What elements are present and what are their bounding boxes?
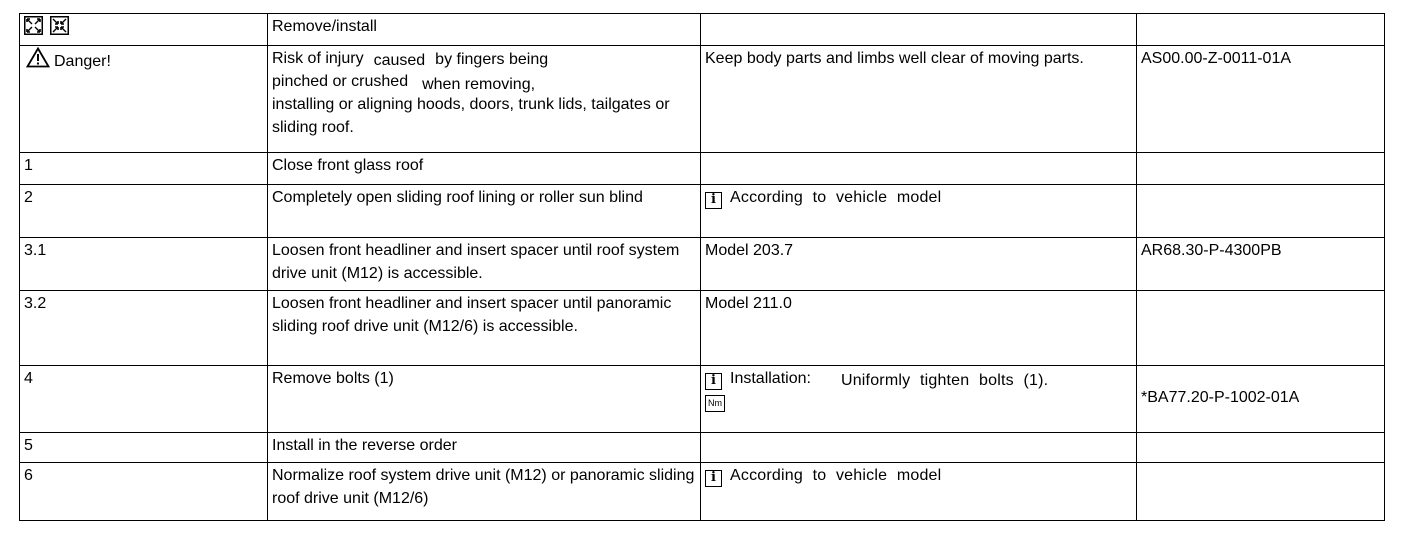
- danger-row: [20, 46, 1385, 153]
- info-icon: i: [705, 192, 722, 209]
- step-number: 1: [20, 153, 268, 185]
- step-text: Loosen front headliner and insert spacer until panoramic sliding roof drive unit (M12/6) is accessible.: [268, 291, 701, 366]
- step-text: Close front glass roof: [268, 153, 701, 185]
- step-note: Uniformly tighten bolts (1).: [840, 372, 1049, 389]
- remove-arrows-icon: [24, 16, 43, 35]
- table-row: [20, 185, 1385, 238]
- step-note: Model 203.7: [701, 238, 1137, 291]
- table-row: [20, 433, 1385, 463]
- step-number: 5: [20, 433, 268, 463]
- warning-triangle-icon: [26, 47, 50, 75]
- info-icon: i: [705, 470, 722, 487]
- step-note: Model 211.0: [701, 291, 1137, 366]
- table-row: [20, 463, 1385, 521]
- danger-ref: AS00.00-Z-0011-01A: [1137, 46, 1385, 153]
- step-note: According to vehicle model: [730, 467, 942, 484]
- step-ref: *BA77.20-P-1002-01A: [1141, 389, 1300, 406]
- step-text: Normalize roof system drive unit (M12) or panoramic sliding roof drive unit (M12/6): [268, 463, 701, 521]
- table-row: [20, 366, 1385, 433]
- step-note: According to vehicle model: [730, 189, 942, 206]
- step-number: 4: [20, 366, 268, 433]
- step-ref: AR68.30-P-4300PB: [1137, 238, 1385, 291]
- step-number: 6: [20, 463, 268, 521]
- danger-measure: Keep body parts and limbs well clear of moving parts.: [701, 46, 1137, 153]
- danger-label: Danger!: [54, 52, 111, 70]
- install-arrows-icon: [50, 16, 69, 35]
- header-row: [20, 14, 1385, 46]
- procedure-table: [19, 13, 1385, 521]
- info-icon: i: [705, 373, 722, 390]
- step-text: Remove bolts (1): [268, 366, 701, 433]
- step-text: Install in the reverse order: [268, 433, 701, 463]
- step-number: 2: [20, 185, 268, 238]
- installation-label: Installation:: [730, 370, 811, 387]
- table-row: [20, 291, 1385, 366]
- step-number: 3.2: [20, 291, 268, 366]
- danger-risk-text: Risk of injury caused by fingers being pinched or crushed when removing, installing or aligning hoods, doors, trunk lids, tailgates or sliding roof.: [268, 46, 701, 153]
- table-row: [20, 153, 1385, 185]
- header-icons-cell: [20, 14, 268, 46]
- step-text: Completely open sliding roof lining or roller sun blind: [268, 185, 701, 238]
- step-number: 3.1: [20, 238, 268, 291]
- table-row: [20, 238, 1385, 291]
- torque-nm-icon: Nm: [705, 395, 725, 412]
- header-title: Remove/install: [268, 14, 701, 46]
- step-text: Loosen front headliner and insert spacer until roof system drive unit (M12) is accessible.: [268, 238, 701, 291]
